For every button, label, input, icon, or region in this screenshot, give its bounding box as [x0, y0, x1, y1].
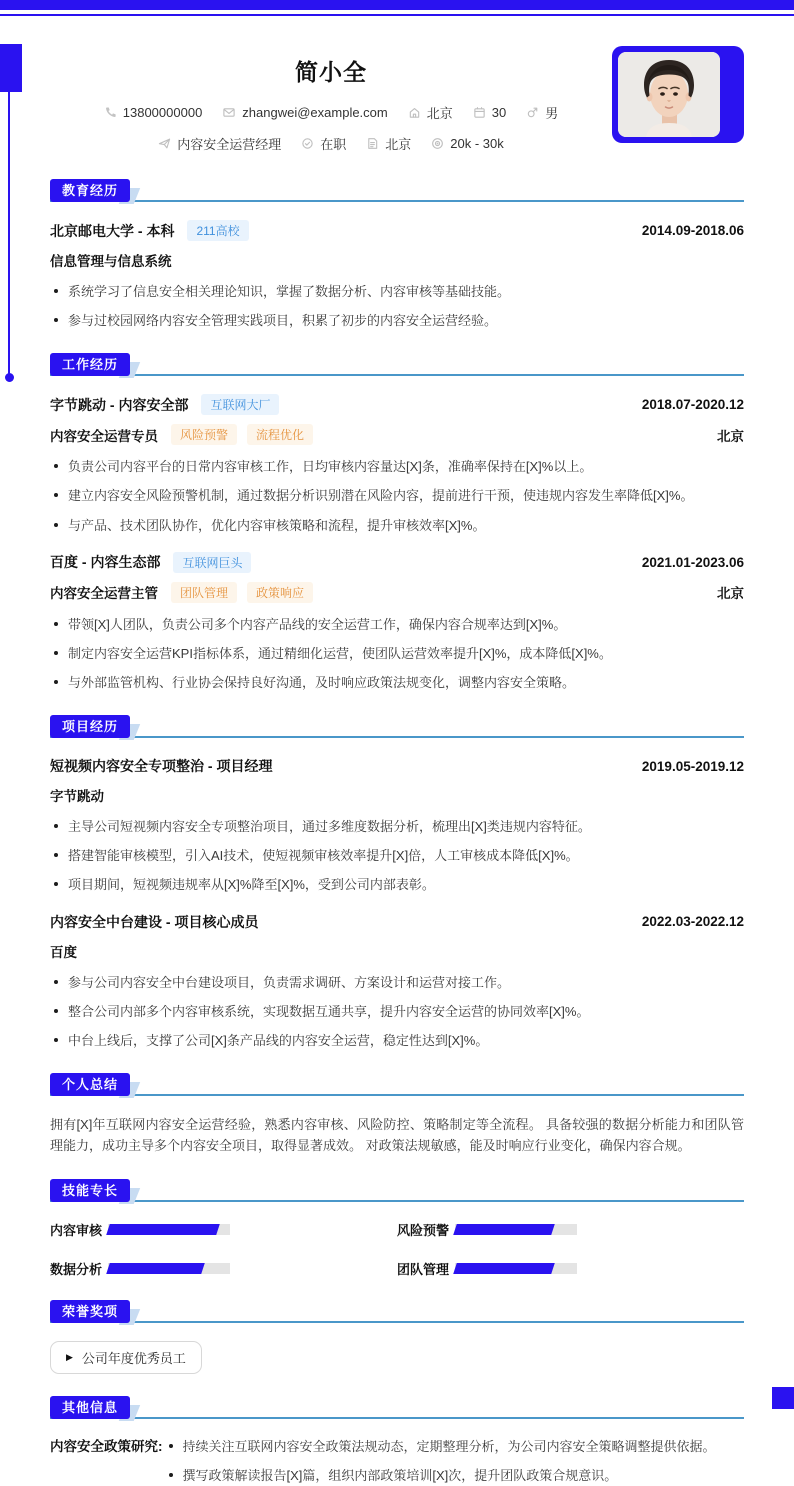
bullet-item: 持续关注互联网内容安全政策法规动态，定期整理分析，为公司内容安全策略调整提供依据。: [165, 1437, 745, 1457]
email-icon: [222, 106, 236, 119]
skill-name: 风险预警: [397, 1222, 450, 1238]
company-tag: 互联网大厂: [201, 394, 279, 415]
education-bullets: [50, 282, 744, 331]
project-date: 2022.03-2022.12: [641, 914, 744, 930]
section-header: [50, 353, 744, 376]
phone-icon: [104, 106, 117, 119]
other-info-label: 内容安全政策研究:: [50, 1438, 163, 1454]
skill-bar-fill: [453, 1224, 554, 1235]
section-badge: 工作经历: [50, 353, 130, 376]
summary-text: 拥有[X]年互联网内容安全运营经验，熟悉内容审核、风险防控、策略制定等全流程。 具备较强的数据分析能力和团队管理能力，成功主导多个内容安全项目，取得显著成效。 对政策法规敏感，能及时响应行业变化，确保内容合规。: [50, 1116, 744, 1154]
work-date: 2021.01-2023.06: [641, 554, 744, 570]
education-entry: [50, 220, 744, 331]
skill-item: [50, 1220, 397, 1239]
work-bullets: [50, 457, 744, 535]
candidate-name: 简小全: [295, 59, 367, 85]
project-name: 短视频内容安全专项整治 - 项目经理: [50, 758, 273, 775]
bullet-item: 负责公司内容平台的日常内容审核工作，日均审核内容量达[X]条，准确率保持在[X]%以上。: [50, 457, 744, 477]
project-name: 内容安全中台建设 - 项目核心成员: [50, 913, 259, 930]
role-tag: 政策响应: [247, 582, 313, 603]
work-location: 北京: [717, 428, 744, 444]
contact-phone: 13800000000: [104, 105, 203, 120]
contact-location: 北京: [408, 103, 453, 122]
section-header: [50, 1179, 744, 1202]
skills-grid: [50, 1220, 744, 1278]
section-honors: [50, 1300, 744, 1374]
bullet-item: 与产品、技术团队协作，优化内容审核策略和流程，提升审核效率[X]%。: [50, 516, 744, 536]
bullet-item: 项目期间，短视频违规率从[X]%降至[X]%，受到公司内部表彰。: [50, 875, 744, 895]
section-rule: [50, 1094, 744, 1096]
photo-frame: [612, 46, 744, 143]
play-arrow-icon: ▶: [66, 1351, 73, 1362]
school-name: 北京邮电大学 - 本科: [50, 222, 175, 239]
section-badge: 技能专长: [50, 1179, 130, 1202]
portrait-avatar: [618, 52, 720, 137]
project-company: 字节跳动: [50, 789, 104, 805]
company-name: 字节跳动 - 内容安全部: [50, 396, 189, 413]
skill-bar: [455, 1263, 577, 1274]
bullet-item: 建立内容安全风险预警机制，通过数据分析识别潜在风险内容，提前进行干预，使违规内容发生率降低[X]%。: [50, 486, 744, 506]
section-projects: [50, 715, 744, 1051]
skill-bar: [108, 1263, 230, 1274]
bullet-item: 中台上线后，支撑了公司[X]条产品线的内容安全运营，稳定性达到[X]%。: [50, 1031, 744, 1051]
skill-bar-fill: [106, 1224, 219, 1235]
work-location: 北京: [717, 586, 744, 602]
project-bullets: [50, 817, 744, 895]
section-header: [50, 1300, 744, 1323]
project-company: 百度: [50, 944, 77, 960]
section-rule: [50, 200, 744, 202]
skill-item: [397, 1259, 744, 1278]
work-bullets: [50, 615, 744, 693]
section-rule: [50, 1321, 744, 1323]
bullet-item: 与外部监管机构、行业协会保持良好沟通，及时响应政策法规变化，调整内容安全策略。: [50, 673, 744, 693]
bullet-item: 搭建智能审核模型，引入AI技术，使短视频审核效率提升[X]倍，人工审核成本降低[X]%。: [50, 846, 744, 866]
other-bullets: [165, 1437, 745, 1486]
section-badge: 荣誉奖项: [50, 1300, 130, 1323]
section-header: [50, 715, 744, 738]
position-icon: [158, 137, 171, 150]
section-rule: [50, 374, 744, 376]
skill-name: 团队管理: [397, 1261, 450, 1277]
contact-age: 30: [473, 105, 506, 120]
section-other: [50, 1396, 744, 1486]
contact-status: 在职: [301, 134, 346, 153]
major-name: 信息管理与信息系统: [50, 254, 172, 269]
section-badge: 项目经历: [50, 715, 130, 738]
profile-photo: [618, 52, 720, 137]
bullet-item: 制定内容安全运营KPI指标体系，通过精细化运营，使团队运营效率提升[X]%，成本降低[X]%。: [50, 644, 744, 664]
honor-chip[interactable]: [50, 1341, 202, 1374]
bullet-item: 系统学习了信息安全相关理论知识，掌握了数据分析、内容审核等基础技能。: [50, 282, 744, 302]
section-summary: [50, 1073, 744, 1157]
section-header: [50, 179, 744, 202]
section-rule: [50, 736, 744, 738]
salary-icon: [431, 137, 444, 150]
bullet-item: 参与公司内容安全中台建设项目，负责需求调研、方案设计和运营对接工作。: [50, 973, 744, 993]
age-icon: [473, 106, 486, 119]
skill-bar: [108, 1224, 230, 1235]
city-icon: [366, 137, 379, 150]
section-header: [50, 1396, 744, 1419]
status-icon: [301, 137, 314, 150]
bullet-item: 整合公司内部多个内容审核系统，实现数据互通共享，提升内容安全运营的协同效率[X]%。: [50, 1002, 744, 1022]
school-tag: 211高校: [187, 220, 248, 241]
section-skills: [50, 1179, 744, 1278]
skill-bar: [455, 1224, 577, 1235]
contact-row-2: [50, 134, 612, 153]
project-date: 2019.05-2019.12: [641, 758, 744, 774]
section-education: [50, 179, 744, 331]
role-tag: 风险预警: [171, 424, 237, 445]
project-bullets: [50, 973, 744, 1051]
section-work: [50, 353, 744, 693]
role-tag: 流程优化: [247, 424, 313, 445]
work-entry: [50, 394, 744, 535]
skill-name: 数据分析: [50, 1261, 103, 1277]
contact-position: 内容安全运营经理: [158, 134, 281, 153]
contact-email: zhangwei@example.com: [222, 105, 387, 120]
education-date: 2014.09-2018.06: [641, 223, 744, 238]
skill-item: [50, 1259, 397, 1278]
header-info: [50, 42, 612, 153]
bullet-item: 主导公司短视频内容安全专项整治项目，通过多维度数据分析，梳理出[X]类违规内容特征。: [50, 817, 744, 837]
section-badge: 教育经历: [50, 179, 130, 202]
contact-city: 北京: [366, 134, 411, 153]
role-tag: 团队管理: [171, 582, 237, 603]
skill-name: 内容审核: [50, 1222, 103, 1238]
location-icon: [408, 106, 421, 119]
skill-bar-fill: [453, 1263, 554, 1274]
bullet-item: 参与过校园网络内容安全管理实践项目，积累了初步的内容安全运营经验。: [50, 311, 744, 331]
work-entry: [50, 552, 744, 693]
project-entry: [50, 756, 744, 895]
bullet-item: 带领[X]人团队，负责公司多个内容产品线的安全运营工作，确保内容合规率达到[X]%。: [50, 615, 744, 635]
other-info-row: [50, 1437, 744, 1486]
contact-salary: 20k - 30k: [431, 136, 503, 151]
job-title: 内容安全运营专员: [50, 428, 158, 444]
section-header: [50, 1073, 744, 1096]
company-tag: 互联网巨头: [173, 552, 251, 573]
contact-gender: 男: [526, 103, 558, 122]
work-date: 2018.07-2020.12: [641, 397, 744, 413]
company-name: 百度 - 内容生态部: [50, 554, 161, 571]
bullet-item: 撰写政策解读报告[X]篇，组织内部政策培训[X]次，提升团队政策合规意识。: [165, 1466, 745, 1486]
section-badge: 其他信息: [50, 1396, 130, 1419]
resume-header: [50, 42, 744, 153]
contact-row-1: [50, 103, 612, 122]
job-title: 内容安全运营主管: [50, 586, 158, 602]
skill-item: [397, 1220, 744, 1239]
gender-icon: [526, 106, 539, 119]
honor-label: 公司年度优秀员工: [81, 1350, 186, 1366]
section-badge: 个人总结: [50, 1073, 130, 1096]
section-rule: [50, 1200, 744, 1202]
section-rule: [50, 1417, 744, 1419]
project-entry: [50, 912, 744, 1051]
skill-bar-fill: [106, 1263, 205, 1274]
